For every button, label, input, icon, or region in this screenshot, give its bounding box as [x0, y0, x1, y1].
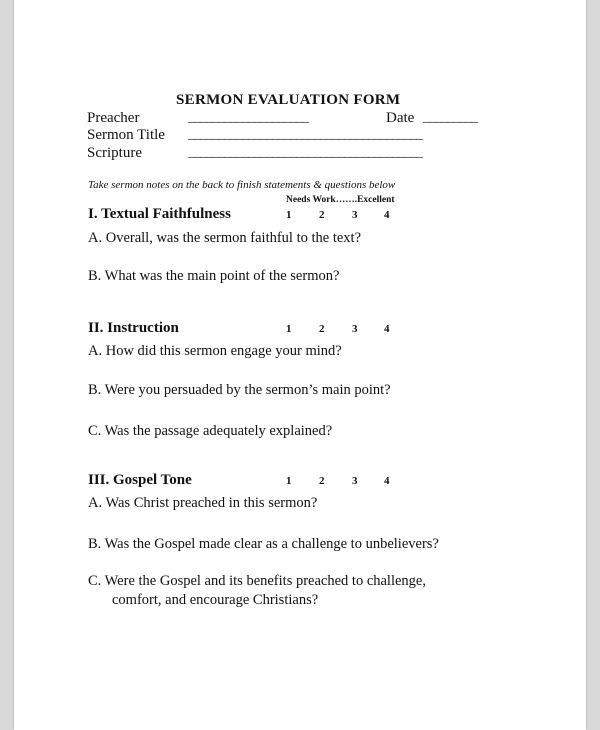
- section-heading: II. Instruction: [88, 320, 179, 336]
- date-label: Date: [386, 110, 415, 126]
- rating-3[interactable]: 3: [352, 475, 358, 487]
- rating-2[interactable]: 2: [319, 209, 325, 221]
- rating-4[interactable]: 4: [384, 209, 390, 221]
- scripture-field[interactable]: _______________________________________: [188, 145, 422, 160]
- question: C. Was the passage adequately explained?: [88, 423, 333, 439]
- rating-1[interactable]: 1: [286, 323, 292, 335]
- scripture-label: Scripture: [87, 145, 142, 161]
- sermon-title-label: Sermon Title: [87, 127, 165, 143]
- instructions-note: Take sermon notes on the back to finish statements & questions below: [88, 179, 396, 191]
- question: A. How did this sermon engage your mind?: [88, 343, 342, 359]
- sermon-title-field[interactable]: _______________________________________: [188, 127, 422, 142]
- rating-4[interactable]: 4: [384, 475, 390, 487]
- rating-scale-label: Needs Work…….Excellent: [286, 195, 395, 205]
- question: A. Was Christ preached in this sermon?: [88, 495, 318, 511]
- rating-3[interactable]: 3: [352, 209, 358, 221]
- rating-1[interactable]: 1: [286, 209, 292, 221]
- question: C. Were the Gospel and its benefits preached to challenge,: [88, 573, 426, 589]
- form-title: SERMON EVALUATION FORM: [176, 92, 401, 108]
- question-continuation: comfort, and encourage Christians?: [112, 592, 319, 608]
- question: B. Was the Gospel made clear as a challenge to unbelievers?: [88, 536, 439, 552]
- document-page: [14, 0, 586, 730]
- rating-2[interactable]: 2: [319, 323, 325, 335]
- rating-1[interactable]: 1: [286, 475, 292, 487]
- section-heading: III. Gospel Tone: [88, 472, 192, 488]
- rating-2[interactable]: 2: [319, 475, 325, 487]
- question: B. What was the main point of the sermon?: [88, 268, 340, 284]
- question: A. Overall, was the sermon faithful to the text?: [88, 230, 362, 246]
- preacher-label: Preacher: [87, 110, 140, 126]
- date-field[interactable]: _________: [423, 110, 477, 125]
- rating-4[interactable]: 4: [384, 323, 390, 335]
- preacher-field[interactable]: ____________________: [188, 110, 308, 125]
- rating-3[interactable]: 3: [352, 323, 358, 335]
- section-heading: I. Textual Faithfulness: [88, 206, 231, 222]
- question: B. Were you persuaded by the sermon’s main point?: [88, 382, 391, 398]
